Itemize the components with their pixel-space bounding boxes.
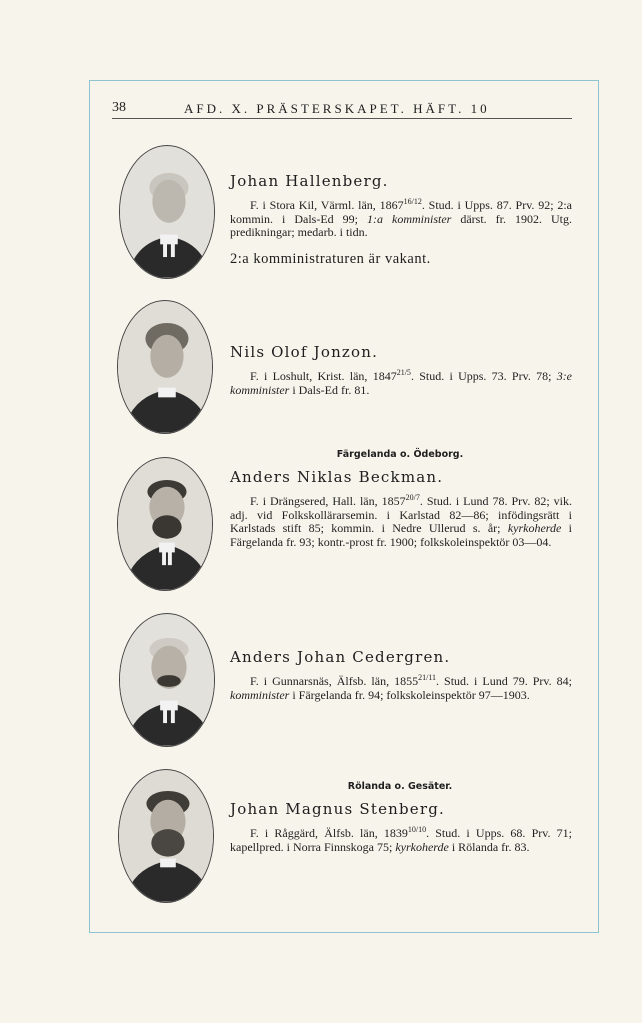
parish-heading: Färgelanda o. Ödeborg. xyxy=(336,449,464,460)
portrait-photo xyxy=(117,457,213,591)
page-header xyxy=(112,100,570,120)
portrait-image xyxy=(120,614,214,746)
clergy-entry xyxy=(230,343,572,397)
running-head: AFD. X. PRÄSTERSKAPET. HÄFT. 10 xyxy=(184,101,490,116)
portrait-photo xyxy=(117,300,213,434)
portrait-photo xyxy=(119,613,215,747)
entry-name: Anders Niklas Beckman. xyxy=(230,468,444,486)
entry-biography: F. i Loshult, Krist. län, $1847^{21/5}$. Stud. i Upps. 73. Prv. 78; 3:e komminister i Dals-Ed fr. 81. xyxy=(230,368,573,397)
header-rule xyxy=(112,118,572,119)
portrait-photo xyxy=(119,145,215,279)
vacancy-note: 2:a komministraturen är vakant. xyxy=(230,250,431,267)
clergy-entry xyxy=(230,800,572,854)
clergy-entry xyxy=(230,648,572,702)
entry-name: Johan Magnus Stenberg. xyxy=(230,800,446,818)
clergy-entry xyxy=(230,468,572,549)
portrait-photo xyxy=(118,769,214,903)
portrait-image xyxy=(118,458,212,590)
entry-biography: F. i Råggärd, Älfsb. län, $1839^{10/10}$. Stud. i Upps. 68. Prv. 71; kapellpred. i Norra Finnskoga 75; kyrkoherde i Rölanda fr. 83. xyxy=(230,825,572,854)
portrait-image xyxy=(118,301,212,433)
entry-biography: F. i Gunnarsnäs, Älfsb. län, $1855^{21/11}$. Stud. i Lund 79. Prv. 84; komminister i Färgelanda fr. 94; folkskoleinspektör 97—1903. xyxy=(230,673,572,702)
portrait-image xyxy=(119,770,213,902)
entry-name: Nils Olof Jonzon. xyxy=(230,343,379,361)
entry-biography: F. i Drängsered, Hall. län, $1857^{20/7}$. Stud. i Lund 78. Prv. 82; vik. adj. vid Folkskollärarsemin. i Karlstad 82—86; infödingsrätt i Karlstads stift 85; kommin. i Nedre Ullerud s. år; kyrkoherde i Färgelanda fr. 93; kontr.-prost fr. 1900; folkskoleinspektör 03—04. xyxy=(230,493,572,549)
parish-heading: Rölanda o. Gesäter. xyxy=(347,781,453,792)
entry-name: Johan Hallenberg. xyxy=(230,172,389,190)
clergy-entry xyxy=(230,172,572,268)
entry-name: Anders Johan Cedergren. xyxy=(230,648,451,666)
portrait-image xyxy=(120,146,214,278)
page-number: 38 xyxy=(112,100,126,115)
entry-biography: F. i Stora Kil, Värml. län, $1867^{16/12}$. Stud. i Upps. 87. Prv. 92; 2:a kommin. i Dals-Ed 99; 1:a komminister därst. fr. 1902. Utg. predikningar; medarb. i tidn. xyxy=(230,197,573,240)
